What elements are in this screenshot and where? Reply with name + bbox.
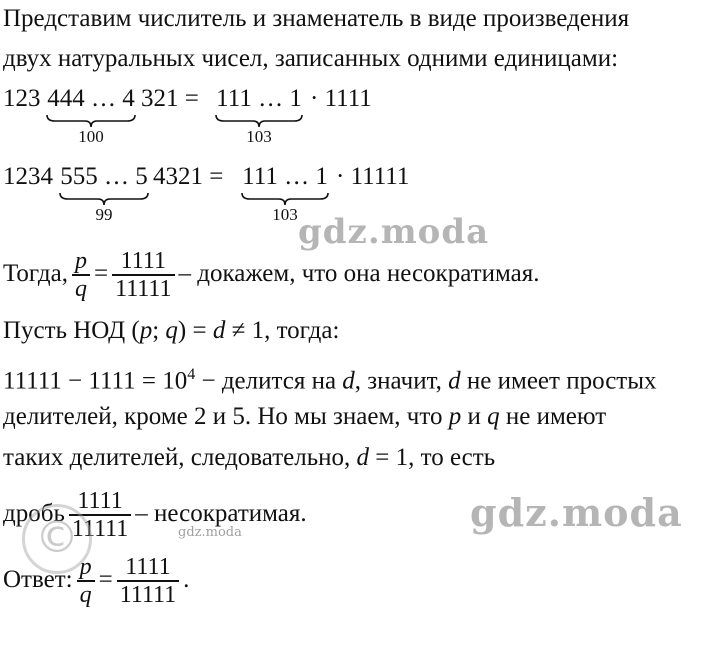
eq1-left-underbrace	[45, 84, 137, 146]
watermark-gdz-moda: gdz.moda	[298, 212, 490, 252]
text-line-2: двух натуральных чисел, записанных одними единицами:	[3, 45, 619, 72]
eq2-left-suffix: 4321 =	[153, 163, 224, 190]
watermark-small: gdz.moda	[178, 525, 242, 540]
eq1-left-brace-label: 100	[78, 127, 104, 146]
togda-suffix: – докажем, что она несократимая.	[178, 260, 540, 287]
answer-p-over-q: $\frac{p}{q}$	[77, 554, 95, 608]
nod-line: Пусть НОД (p; q) = d ≠ 1, тогда:	[3, 317, 340, 344]
eq2-left-underbrace	[58, 162, 150, 224]
eq2-left-brace-label: 99	[95, 205, 113, 224]
value-fraction: $\frac{1111}{11111}$	[112, 248, 174, 302]
underbrace-icon	[240, 192, 330, 206]
underbrace-icon	[58, 192, 150, 206]
answer-line: Ответ: $\frac{p}{q}$ = $\frac{1111}{11111}$ .	[3, 554, 190, 609]
eq2-left-prefix: 1234	[3, 163, 53, 190]
answer-prefix: Ответ:	[3, 566, 73, 593]
eq1-left-prefix: 123	[3, 85, 41, 112]
eq1-left-brace-content: 444 … 4	[47, 85, 135, 112]
eq2-right-suffix: · 11111	[336, 163, 410, 190]
p-over-q-fraction: $\frac{p}{q}$	[72, 248, 90, 302]
eq1-right-brace-label: 103	[246, 127, 272, 146]
divisors-line: делителей, кроме 2 и 5. Но мы знаем, что p и q не имеют	[3, 403, 607, 430]
eq1-right-brace-content: 111 … 1	[216, 85, 302, 112]
eq1-right-underbrace	[214, 84, 304, 146]
underbrace-icon	[214, 114, 304, 128]
togda-line	[3, 246, 539, 302]
underbrace-icon	[45, 114, 137, 128]
irreducible-fraction: $\frac{1111}{11111}$	[69, 488, 131, 542]
answer-value-fraction: $\frac{1111}{11111}$	[117, 554, 179, 608]
copyright-icon: ©	[22, 504, 92, 574]
togda-equals: =	[93, 260, 109, 287]
such-divisors-line: таких делителей, следовательно, d = 1, то есть	[3, 444, 496, 471]
difference-line: $11111 - 1111 = 10^4$ − делится на d, значит, d не имеет простых	[3, 366, 657, 395]
eq2-right-brace-label: 103	[272, 205, 298, 224]
eq1-left-suffix: 321 =	[141, 85, 199, 112]
text-line-1: Представим числитель и знаменатель в виде произведения	[3, 5, 630, 32]
eq2-right-brace-content: 111 … 1	[242, 163, 328, 190]
watermark-gdz-moda-2: gdz.moda	[470, 490, 683, 535]
fraction-line: дробь $\frac{1111}{11111}$ – несократимая.	[3, 488, 307, 543]
eq1-right-suffix: · 1111	[310, 85, 372, 112]
togda-prefix: Тогда,	[3, 260, 68, 287]
eq2-left-brace-content: 555 … 5	[60, 163, 148, 190]
